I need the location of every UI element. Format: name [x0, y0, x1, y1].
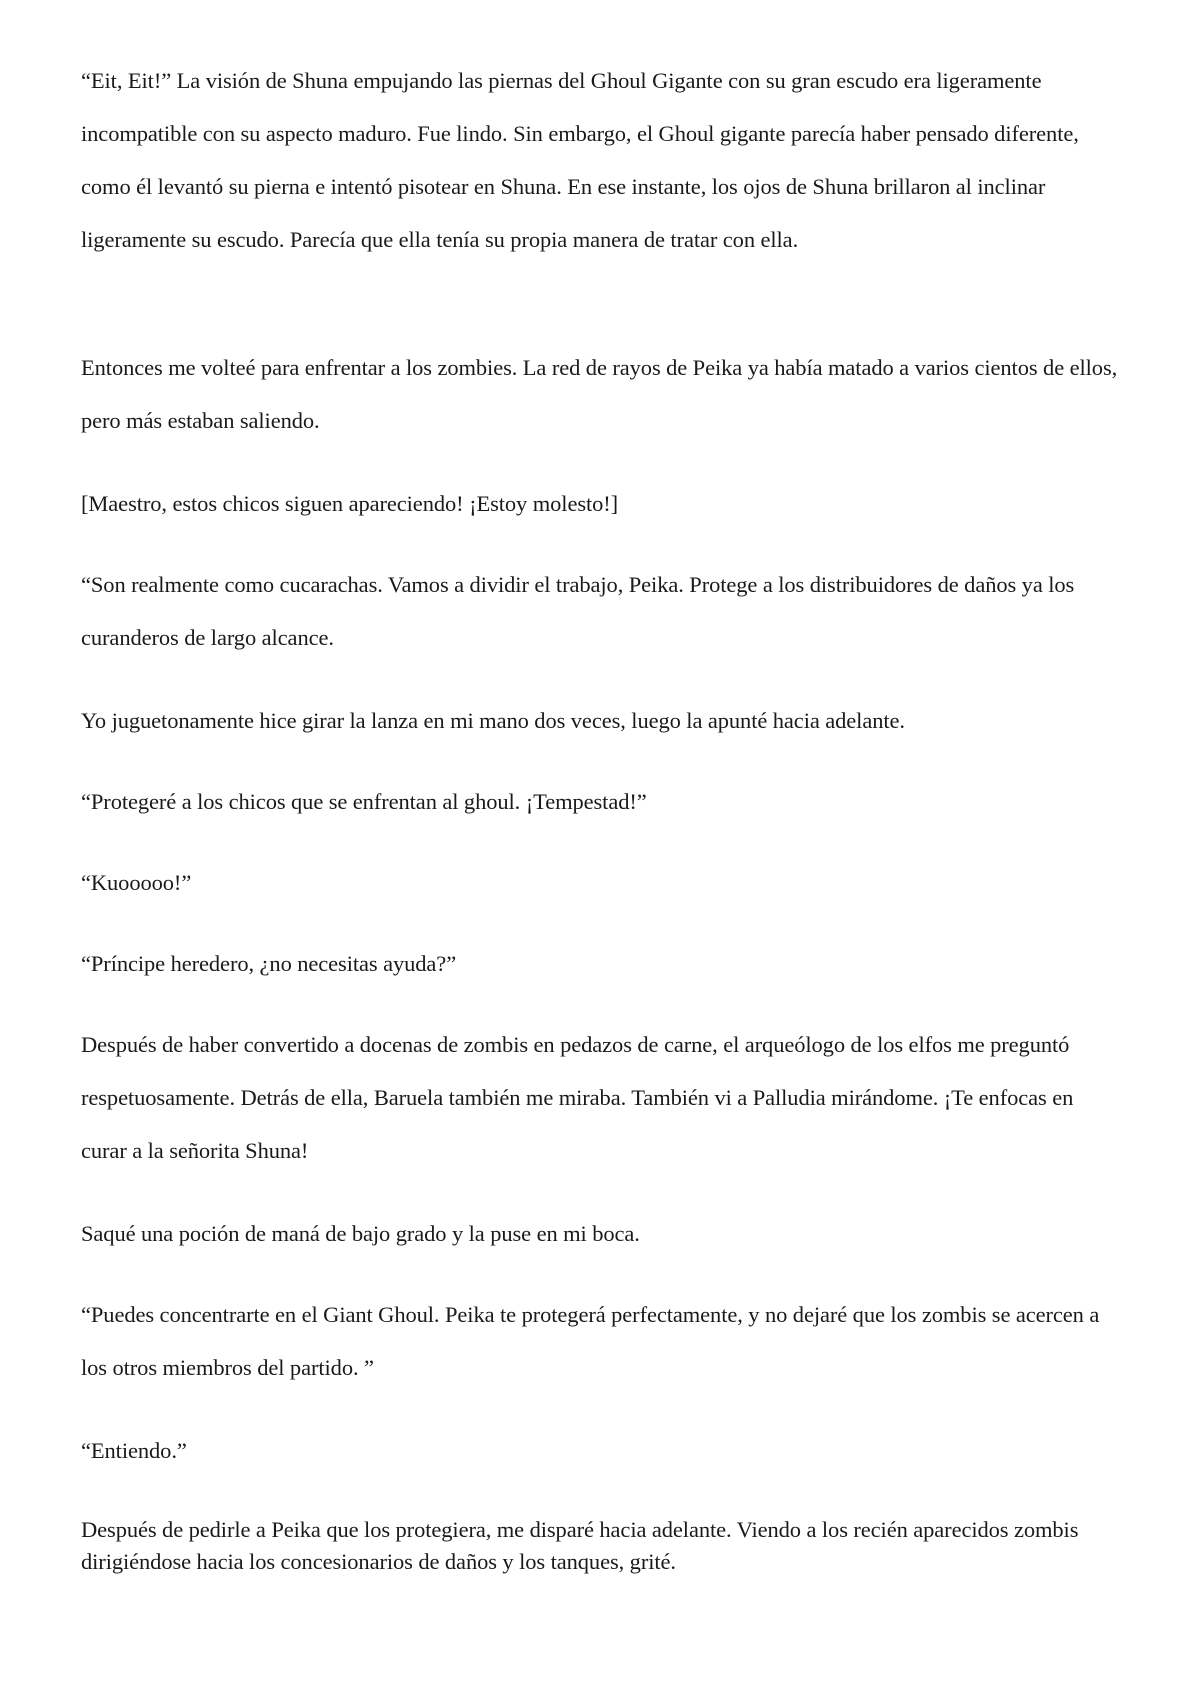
- paragraph-6: “Protegeré a los chicos que se enfrentan al ghoul. ¡Tempestad!”: [81, 789, 647, 814]
- paragraph-7: “Kuooooo!”: [81, 870, 192, 895]
- paragraph-9: Después de haber convertido a docenas de zombis en pedazos de carne, el arqueólogo de los elfos me preguntó respetuosamente. Detrás de ella, Baruela también me miraba. También vi a Palludia mirándome. ¡Te enfocas en curar a la señorita Shuna!: [81, 1032, 1074, 1163]
- paragraph-3: [Maestro, estos chicos siguen apareciendo! ¡Estoy molesto!]: [81, 491, 619, 516]
- paragraph-1: “Eit, Eit!” La visión de Shuna empujando las piernas del Ghoul Gigante con su gran escudo era ligeramente incompatible con su aspecto maduro. Fue lindo. Sin embargo, el Ghoul gigante parecía haber pensado diferente, como él levantó su pierna e intentó pisotear en Shuna. En ese instante, los ojos de Shuna brillaron al inclinar ligeramente su escudo. Parecía que ella tenía su propia manera de tratar con ella.: [81, 68, 1079, 252]
- paragraph-4: “Son realmente como cucarachas. Vamos a dividir el trabajo, Peika. Protege a los distribuidores de daños ya los curanderos de largo alcance.: [81, 572, 1075, 650]
- paragraph-10: Saqué una poción de maná de bajo grado y la puse en mi boca.: [81, 1221, 640, 1246]
- paragraph-8: “Príncipe heredero, ¿no necesitas ayuda?”: [81, 951, 457, 976]
- paragraph-5: Yo juguetonamente hice girar la lanza en mi mano dos veces, luego la apunté hacia adelante.: [81, 708, 905, 733]
- paragraph-11: “Puedes concentrarte en el Giant Ghoul. Peika te protegerá perfectamente, y no dejaré que los zombis se acercen a los otros miembros del partido. ”: [81, 1302, 1100, 1380]
- paragraph-2: Entonces me volteé para enfrentar a los zombies. La red de rayos de Peika ya había matado a varios cientos de ellos, pero más estaban saliendo.: [81, 355, 1118, 433]
- paragraph-13: Después de pedirle a Peika que los protegiera, me disparé hacia adelante. Viendo a los recién aparecidos zombis dirigiéndose hacia los concesionarios de daños y los tanques, grité.: [81, 1517, 1079, 1574]
- paragraph-12: “Entiendo.”: [81, 1438, 187, 1463]
